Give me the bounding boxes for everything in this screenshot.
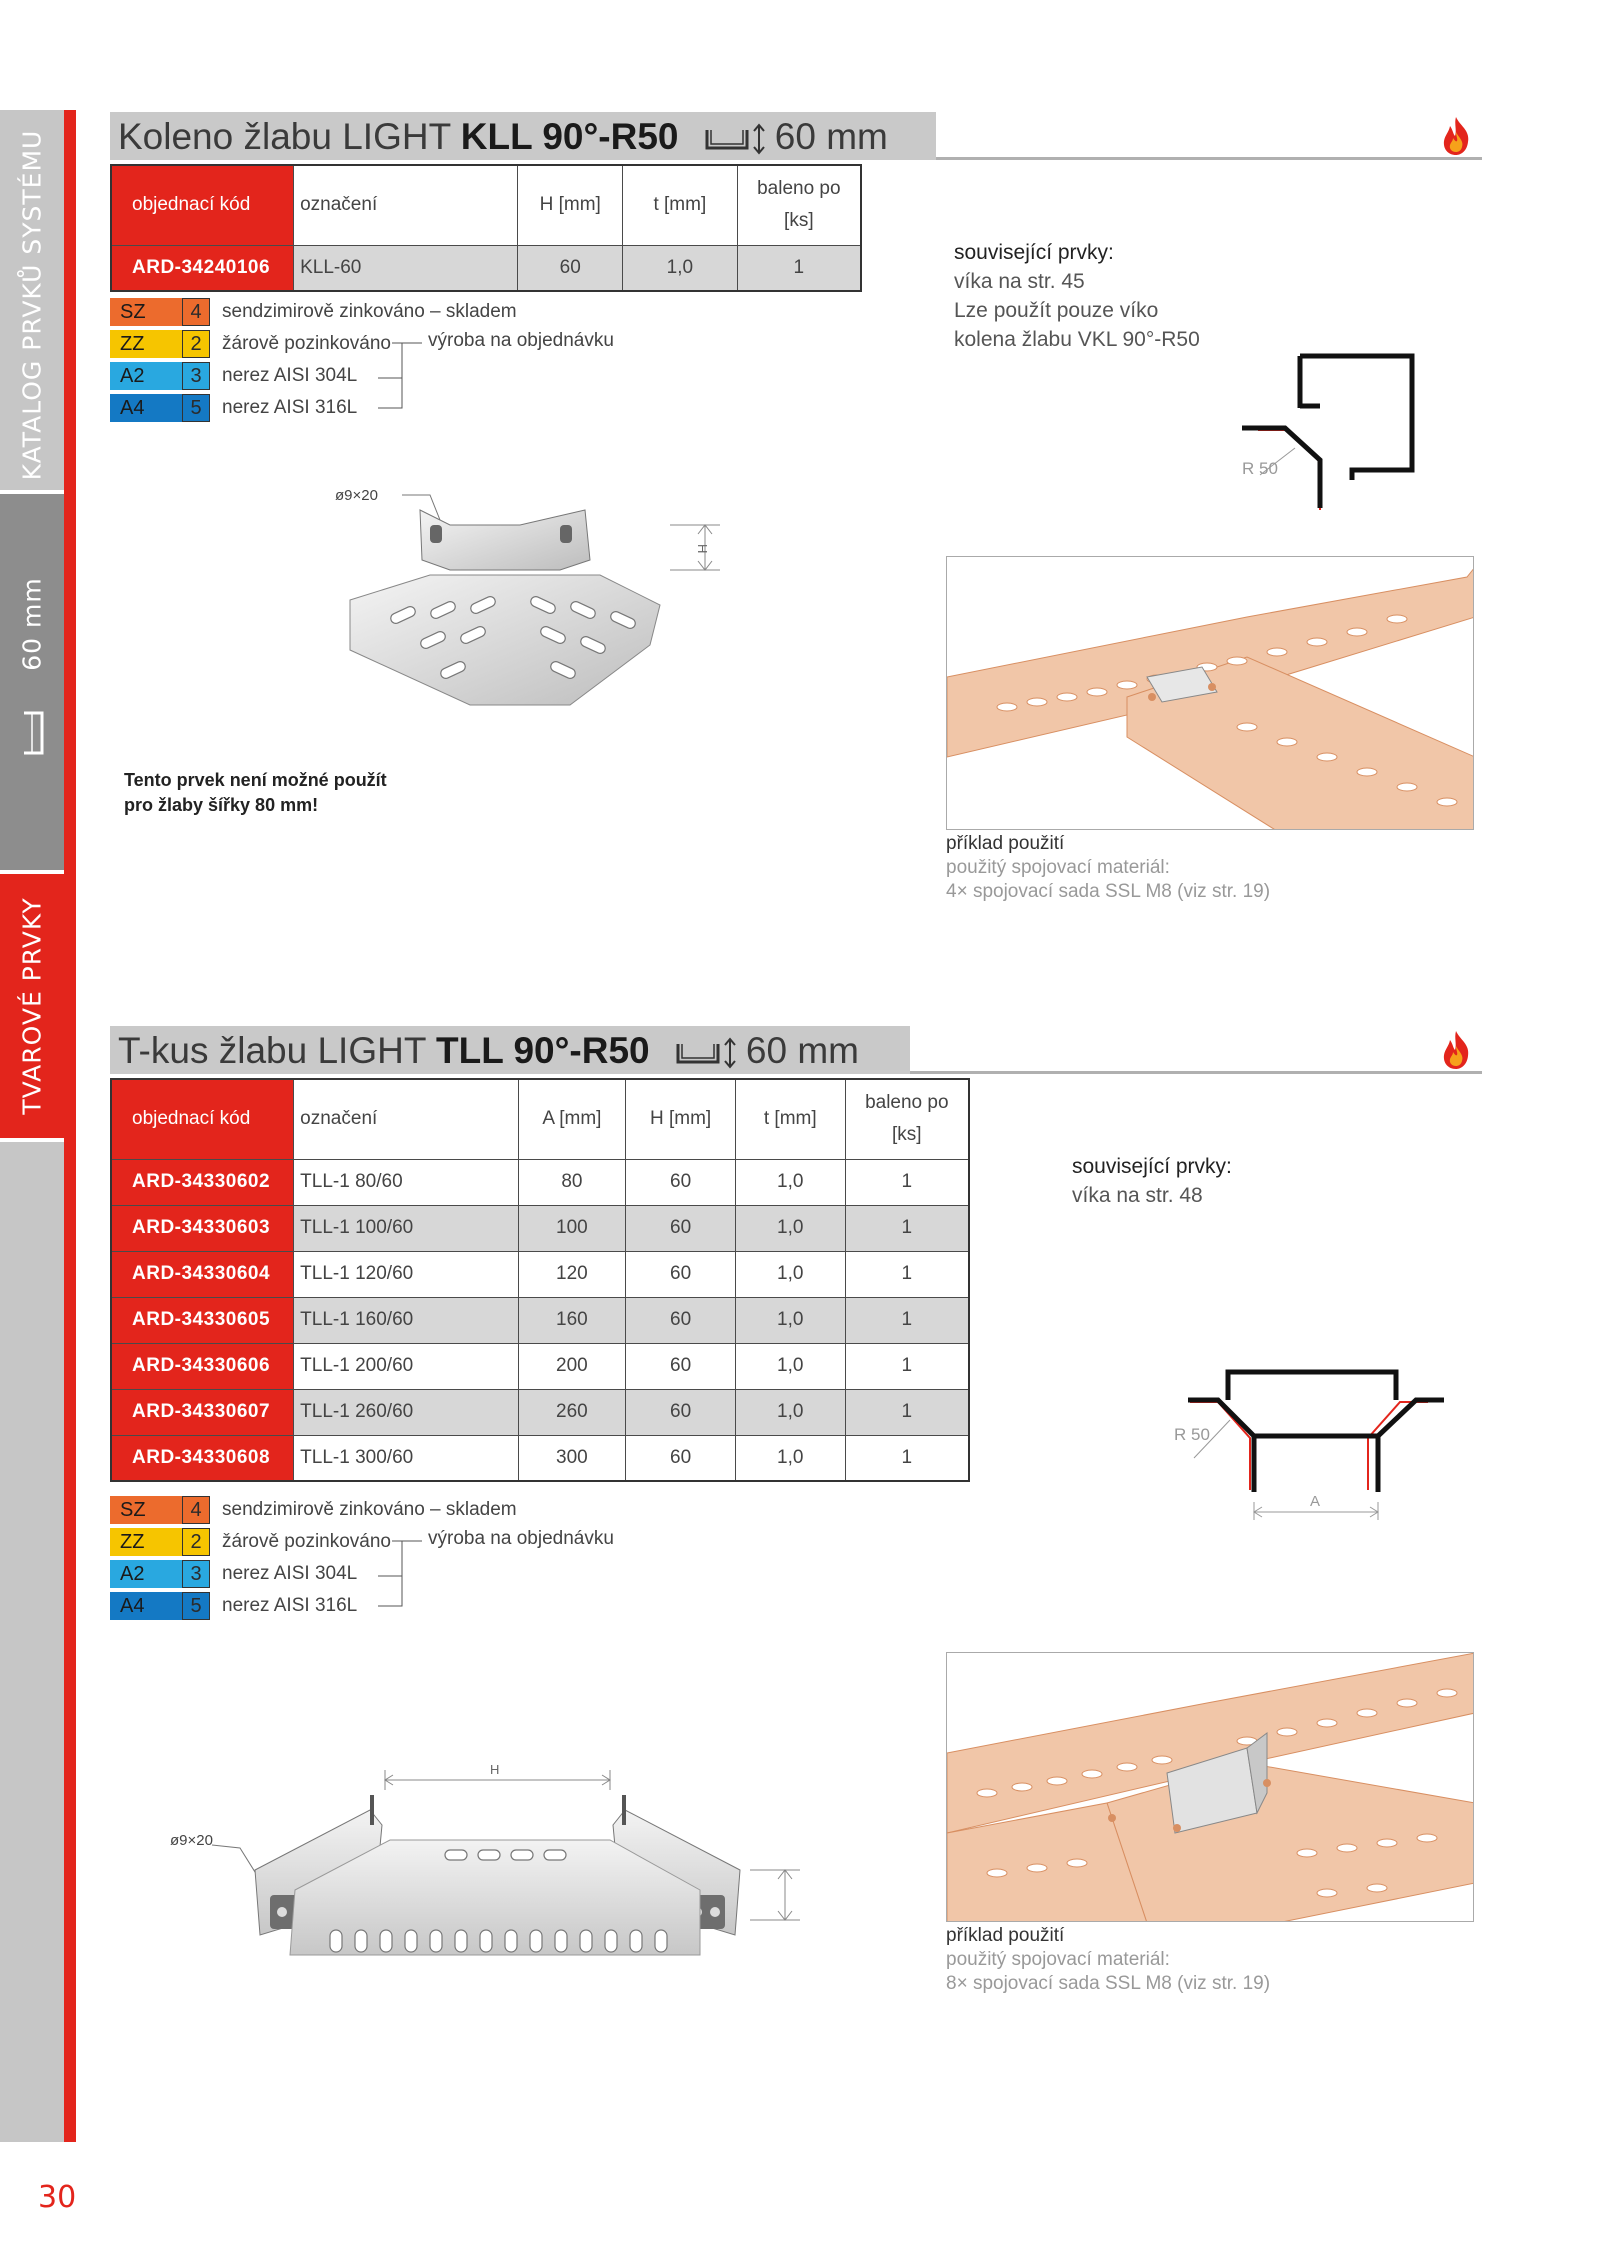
section1-related-line2: Lze použít pouze víko	[954, 299, 1159, 322]
table-cell-h: 60	[626, 1297, 736, 1343]
table-cell-h: 60	[626, 1251, 736, 1297]
section1-header-h: H [mm]	[518, 165, 623, 245]
section1-note-line1: Tento prvek není možné použít	[124, 770, 387, 790]
section2-radius-label: R 50	[1174, 1425, 1210, 1444]
section1-table	[110, 164, 862, 292]
section2-header-a: A [mm]	[518, 1079, 626, 1159]
table-cell-name: TLL-1 200/60	[294, 1343, 518, 1389]
table-cell-code: ARD-34330603	[111, 1205, 294, 1251]
section1-header-code: objednací kód	[111, 165, 294, 245]
table-cell-pack: 1	[845, 1297, 969, 1343]
sidebar-section-segment	[0, 874, 64, 1138]
table-row	[111, 1205, 969, 1251]
table-cell-pack: 1	[845, 1389, 969, 1435]
section1-note-line2: pro žlaby šířky 80 mm!	[124, 795, 319, 815]
sidebar-catalog-segment	[0, 110, 64, 490]
material-num-a2: 3	[182, 362, 210, 390]
table-cell-h: 60	[626, 1435, 736, 1481]
section2-part-drawing	[160, 1730, 840, 2010]
table-cell-name: TLL-1 120/60	[294, 1251, 518, 1297]
material-num-a4: 5	[182, 1592, 210, 1620]
section2-a-label: A	[1310, 1493, 1321, 1510]
material-code-zz: ZZ	[110, 1528, 182, 1556]
section1-title-unit: 60 mm	[774, 116, 888, 157]
section1-header-t: t [mm]	[623, 165, 738, 245]
table-cell-t: 1,0	[735, 1343, 845, 1389]
table-cell-name: TLL-1 100/60	[294, 1205, 518, 1251]
section1-related-title: související prvky:	[954, 241, 1114, 264]
section1-usage-line2: 4× spojovací sada SSL M8 (viz str. 19)	[946, 881, 1271, 902]
table-cell-a: 160	[518, 1297, 626, 1343]
table-cell-t: 1,0	[735, 1159, 845, 1205]
section1-usage	[946, 832, 1270, 904]
section2-usage	[946, 1924, 1270, 1996]
section2-title-bold: TLL 90°-R50	[436, 1030, 650, 1071]
section1-related	[954, 238, 1200, 354]
section2-usage-line2: 8× spojovací sada SSL M8 (viz str. 19)	[946, 1973, 1271, 1994]
section1-schematic	[1240, 350, 1480, 520]
table-cell-t: 1,0	[623, 245, 738, 291]
section2-title-unit: 60 mm	[745, 1030, 859, 1071]
sidebar-height-label: 60 mm	[17, 577, 47, 671]
section2-usage-line1: použitý spojovací materiál:	[946, 1949, 1170, 1970]
section1-usage-line1: použitý spojovací materiál:	[946, 857, 1170, 878]
material-order-note: výroba na objednávku	[428, 330, 614, 351]
table-row	[111, 1251, 969, 1297]
section1-part-drawing	[330, 480, 730, 780]
material-code-a4: A4	[110, 1592, 182, 1620]
table-cell-h: 60	[626, 1389, 736, 1435]
section1-hole-label: ø9×20	[335, 487, 378, 504]
material-label-a4: nerez AISI 316L	[222, 1595, 358, 1616]
material-num-a2: 3	[182, 1560, 210, 1588]
section2-table	[110, 1078, 970, 1482]
section2-header	[110, 1026, 1482, 1074]
table-cell-code: ARD-34330608	[111, 1435, 294, 1481]
section1-title-bold: KLL 90°-R50	[460, 116, 679, 157]
section1-related-line3: kolena žlabu VKL 90°-R50	[954, 328, 1200, 351]
section2-header-pack: baleno po [ks]	[845, 1079, 969, 1159]
page-number: 30	[38, 2180, 77, 2215]
section1-materials	[110, 296, 650, 424]
section2-header-t: t [mm]	[735, 1079, 845, 1159]
table-cell-name: TLL-1 260/60	[294, 1389, 518, 1435]
material-label-a4: nerez AISI 316L	[222, 397, 358, 418]
section2-related	[1072, 1152, 1232, 1210]
table-cell-a: 100	[518, 1205, 626, 1251]
section2-title-light: T-kus žlabu LIGHT	[118, 1030, 437, 1071]
material-label-zz: žárově pozinkováno	[222, 333, 391, 354]
section1-radius-label: R 50	[1242, 459, 1278, 478]
section2-title	[118, 1030, 859, 1072]
sidebar-channel-icon	[18, 709, 48, 759]
sidebar-catalog-label: KATALOG PRVKŮ SYSTÉMU	[17, 129, 47, 481]
material-code-a2: A2	[110, 362, 182, 390]
table-cell-h: 60	[518, 245, 623, 291]
section1-h-label: H	[695, 544, 710, 554]
table-cell-h: 60	[626, 1159, 736, 1205]
table-cell-t: 1,0	[735, 1251, 845, 1297]
table-cell-pack: 1	[845, 1251, 969, 1297]
table-cell-code: ARD-34240106	[111, 245, 294, 291]
fire-resistance-icon	[1434, 114, 1478, 158]
table-row	[111, 245, 861, 291]
sidebar-red-rule	[64, 110, 76, 2142]
section2-schematic	[1170, 1360, 1460, 1530]
table-row	[111, 1389, 969, 1435]
table-cell-code: ARD-34330602	[111, 1159, 294, 1205]
material-num-zz: 2	[182, 330, 210, 358]
table-cell-h: 60	[626, 1205, 736, 1251]
section1-header-name: označení	[294, 165, 518, 245]
material-code-a4: A4	[110, 394, 182, 422]
table-cell-t: 1,0	[735, 1435, 845, 1481]
material-code-sz: SZ	[110, 1496, 182, 1524]
sidebar-height-segment	[0, 494, 64, 870]
table-cell-code: ARD-34330604	[111, 1251, 294, 1297]
section1-note	[124, 768, 387, 818]
table-cell-t: 1,0	[735, 1205, 845, 1251]
material-code-a2: A2	[110, 1560, 182, 1588]
section2-table-body	[111, 1159, 969, 1481]
table-cell-pack: 1	[845, 1159, 969, 1205]
material-code-zz: ZZ	[110, 330, 182, 358]
section2-h-label: H	[490, 1762, 500, 1777]
material-label-sz: sendzimirově zinkováno – skladem	[222, 301, 517, 322]
channel-profile-icon	[703, 122, 769, 156]
table-cell-pack: 1	[845, 1343, 969, 1389]
table-row	[111, 1343, 969, 1389]
sidebar-section-label: TVAROVÉ PRVKY	[17, 897, 47, 1115]
material-bracket	[110, 1494, 650, 1624]
section1-usage-photo	[946, 556, 1474, 830]
section1-title-light: Koleno žlabu LIGHT	[118, 116, 461, 157]
table-row	[111, 1435, 969, 1481]
table-cell-t: 1,0	[735, 1389, 845, 1435]
table-cell-pack: 1	[845, 1435, 969, 1481]
section1-header-pack: baleno po [ks]	[737, 165, 861, 245]
section2-header-name: označení	[294, 1079, 518, 1159]
material-num-sz: 4	[182, 298, 210, 326]
section1-header	[110, 112, 1482, 160]
table-cell-pack: 1	[737, 245, 861, 291]
section2-related-title: související prvky:	[1072, 1155, 1232, 1178]
table-cell-a: 300	[518, 1435, 626, 1481]
section1-title	[118, 116, 888, 158]
section2-materials	[110, 1494, 650, 1622]
section2-related-line1: víka na str. 48	[1072, 1184, 1203, 1207]
table-cell-a: 120	[518, 1251, 626, 1297]
material-label-a2: nerez AISI 304L	[222, 1563, 358, 1584]
table-cell-a: 80	[518, 1159, 626, 1205]
material-label-sz: sendzimirově zinkováno – skladem	[222, 1499, 517, 1520]
table-cell-name: TLL-1 160/60	[294, 1297, 518, 1343]
section2-usage-title: příklad použití	[946, 1925, 1065, 1946]
section2-header-h: H [mm]	[626, 1079, 736, 1159]
table-cell-a: 200	[518, 1343, 626, 1389]
table-cell-name: TLL-1 80/60	[294, 1159, 518, 1205]
section2-header-code: objednací kód	[111, 1079, 294, 1159]
section2-usage-photo	[946, 1652, 1474, 1922]
material-bracket	[110, 296, 650, 426]
section2-hole-label: ø9×20	[170, 1832, 213, 1849]
table-row	[111, 1159, 969, 1205]
material-code-sz: SZ	[110, 298, 182, 326]
material-label-zz: žárově pozinkováno	[222, 1531, 391, 1552]
channel-profile-icon	[674, 1036, 740, 1070]
table-cell-code: ARD-34330606	[111, 1343, 294, 1389]
section1-usage-title: příklad použití	[946, 833, 1065, 854]
table-cell-pack: 1	[845, 1205, 969, 1251]
sidebar-lower-segment	[0, 1142, 64, 2142]
material-num-zz: 2	[182, 1528, 210, 1556]
table-row	[111, 1297, 969, 1343]
table-cell-name: KLL-60	[294, 245, 518, 291]
material-label-a2: nerez AISI 304L	[222, 365, 358, 386]
material-num-a4: 5	[182, 394, 210, 422]
table-cell-h: 60	[626, 1343, 736, 1389]
fire-resistance-icon	[1434, 1028, 1478, 1072]
table-cell-code: ARD-34330605	[111, 1297, 294, 1343]
material-num-sz: 4	[182, 1496, 210, 1524]
material-order-note: výroba na objednávku	[428, 1528, 614, 1549]
table-cell-t: 1,0	[735, 1297, 845, 1343]
sidebar	[0, 110, 64, 2142]
table-cell-code: ARD-34330607	[111, 1389, 294, 1435]
table-cell-a: 260	[518, 1389, 626, 1435]
table-cell-name: TLL-1 300/60	[294, 1435, 518, 1481]
section1-related-line1: víka na str. 45	[954, 270, 1085, 293]
